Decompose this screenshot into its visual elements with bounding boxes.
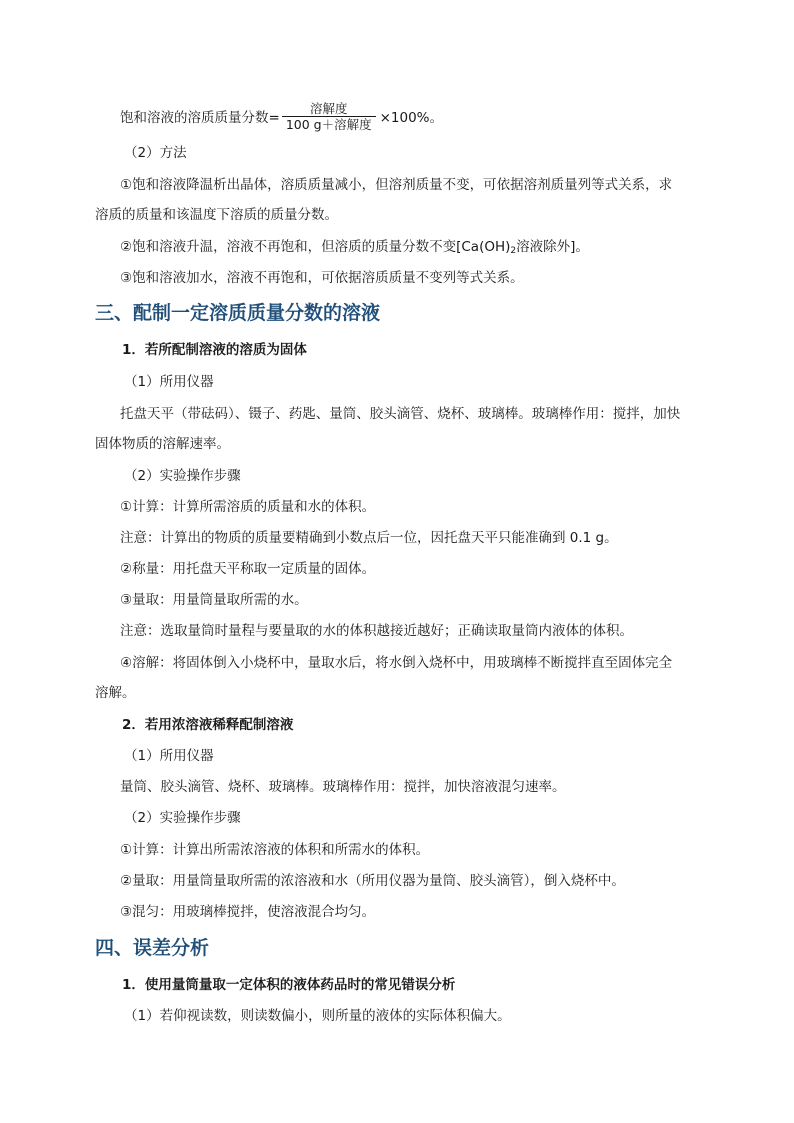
method-item-2-subscript: 2 [510, 246, 517, 256]
s3-2-steps-label: （2）实验操作步骤 [124, 810, 241, 826]
s3-1-steps-label: （2）实验操作步骤 [124, 468, 241, 484]
section-4-heading: 四、误差分析 [95, 937, 210, 959]
method-item-2-text-a: ②饱和溶液升温，溶液不再饱和，但溶质的质量分数不变[Ca(OH) [120, 239, 511, 255]
s3-1-note-2: 注意：选取量筒时量程与要量取的水的体积越接近越好；正确读取量筒内液体的体积。 [120, 623, 633, 639]
s3-1-instruments-label: （1）所用仪器 [124, 374, 214, 390]
method-item-3: ③饱和溶液加水，溶液不再饱和，可依据溶质质量不变列等式关系。 [120, 270, 524, 286]
section-3-2-heading: 2．若用浓溶液稀释配制溶液 [122, 717, 294, 733]
s3-1-step-2: ②称量：用托盘天平称取一定质量的固体。 [120, 561, 376, 577]
method-item-2 [120, 237, 589, 261]
section-4-1-heading: 1．使用量筒量取一定体积的液体药品时的常见错误分析 [122, 977, 456, 993]
section-3-heading: 三、配制一定溶质质量分数的溶液 [95, 302, 381, 324]
s3-2-step-3: ③混匀：用玻璃棒搅拌，使溶液混合均匀。 [120, 904, 376, 920]
formula-tail: ×100%。 [379, 110, 444, 126]
formula-fraction [282, 101, 376, 132]
method-item-1-line-1: ①饱和溶液降温析出晶体，溶质质量减小，但溶剂质量不变，可依据溶剂质量列等式关系，求 [120, 177, 673, 193]
s3-1-step-4-line-2: 溶解。 [95, 685, 136, 701]
formula-numerator: 溶解度 [309, 100, 348, 116]
section-3-1-heading: 1．若所配制溶液的溶质为固体 [122, 342, 307, 358]
mass-fraction-formula [120, 98, 443, 134]
s3-1-instruments-line-1: 托盘天平（带砝码）、镊子、药匙、量筒、胶头滴管、烧杯、玻璃棒。玻璃棒作用：搅拌，加快 [120, 406, 681, 422]
s3-2-step-2: ②量取：用量筒量取所需的浓溶液和水（所用仪器为量筒、胶头滴管），倒入烧杯中。 [120, 873, 625, 889]
s3-1-instruments-line-2: 固体物质的溶解速率。 [95, 436, 230, 452]
formula-lhs: 饱和溶液的溶质质量分数= [120, 110, 280, 126]
s3-1-step-4-line-1: ④溶解：将固体倒入小烧杯中，量取水后，将水倒入烧杯中，用玻璃棒不断搅拌直至固体完全 [120, 655, 673, 671]
s3-2-instruments: 量筒、胶头滴管、烧杯、玻璃棒。玻璃棒作用：搅拌，加快溶液混匀速率。 [120, 779, 566, 795]
method-item-1-line-2: 溶质的质量和该温度下溶质的质量分数。 [95, 207, 338, 223]
formula-denominator: 100 g＋溶解度 [285, 116, 372, 132]
s4-1-item-1: （1）若仰视读数，则读数偏小，则所量的液体的实际体积偏大。 [124, 1008, 511, 1024]
s3-1-step-1: ①计算：计算所需溶质的质量和水的体积。 [120, 499, 376, 515]
s3-1-note-1: 注意：计算出的物质的质量要精确到小数点后一位，因托盘天平只能准确到 0.1 g。 [120, 530, 618, 546]
s3-2-step-1: ①计算：计算出所需浓溶液的体积和所需水的体积。 [120, 842, 430, 858]
method-label: （2）方法 [124, 145, 187, 161]
s3-1-step-3: ③量取：用量筒量取所需的水。 [120, 592, 308, 608]
method-item-2-text-b: 溶液除外]。 [516, 239, 589, 255]
s3-2-instruments-label: （1）所用仪器 [124, 748, 214, 764]
